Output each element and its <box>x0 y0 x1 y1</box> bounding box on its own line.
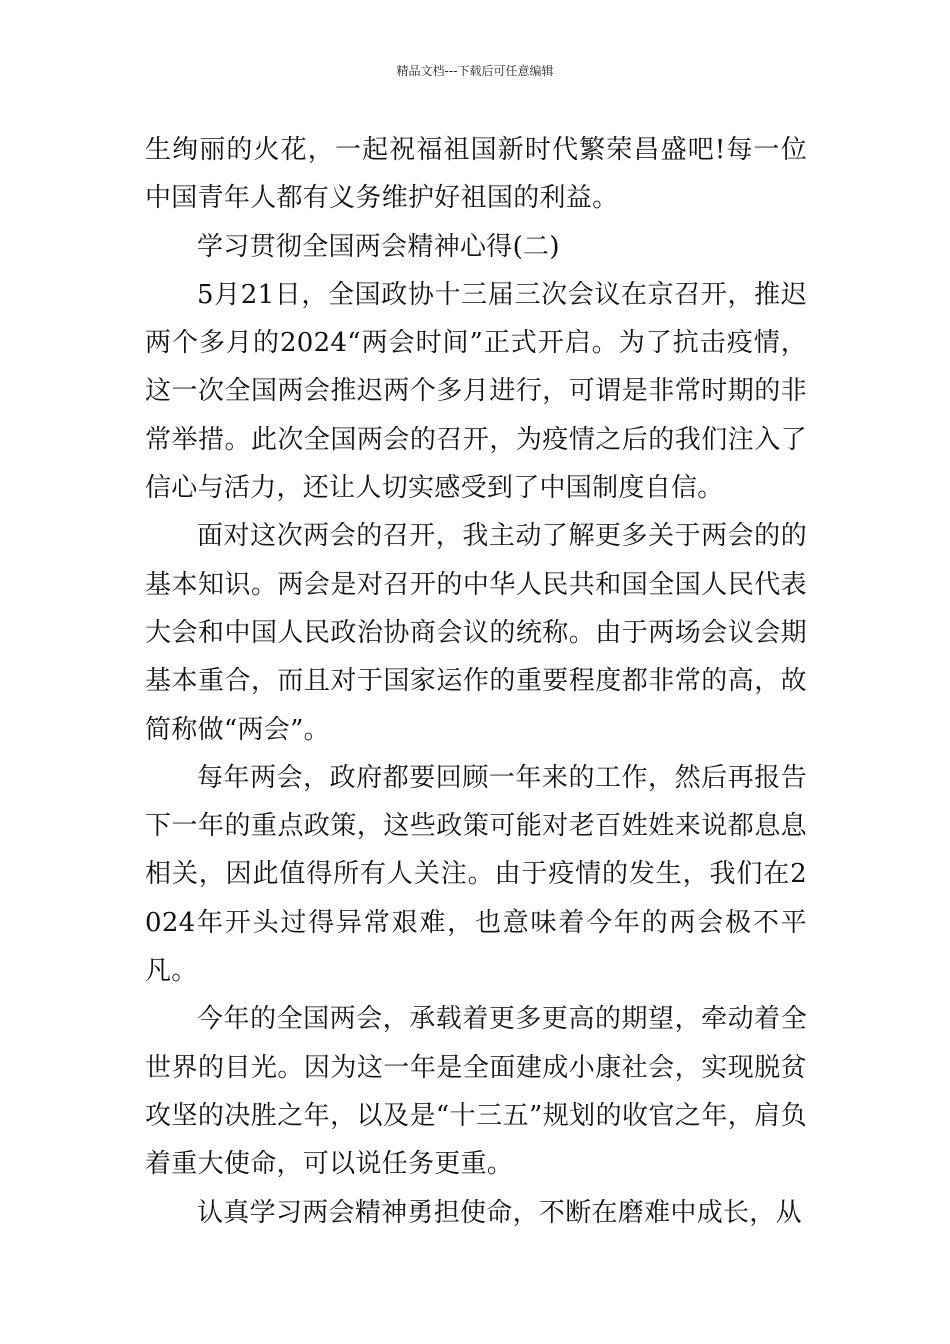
paragraph: 面对这次两会的召开，我主动了解更多关于两会的的基本知识。两会是对召开的中华人民共和国全国人民代表大会和中国人民政治协商会议的统称。由于两场会议会期基本重合，而且对于国家运作的重要程度都非常的高，故简称做“两会”。 <box>145 521 807 745</box>
paragraph: 每年两会，政府都要回顾一年来的工作，然后再报告下一年的重点政策，这些政策可能对老百姓姓来说都息息相关，因此值得所有人关注。由于疫情的发生，我们在2024年开头过得异常艰难，也意味着今年的两会极不平凡。 <box>145 762 807 987</box>
section-heading: 学习贯彻全国两会精神心得(二) <box>197 231 560 262</box>
paragraph: 5月21日，全国政协十三届三次会议在京召开，推迟两个多月的2024“两会时间”正式开启。为了抗击疫情，这一次全国两会推迟两个多月进行，可谓是非常时期的非常举措。此次全国两会的召开，为疫情之后的我们注入了信心与活力，还让人切实感受到了中国制度自信。 <box>145 279 807 504</box>
page-header: 精品文档---下载后可任意编辑 <box>396 64 554 78</box>
document-body <box>145 126 807 1237</box>
paragraph: 认真学习两会精神勇担使命，不断在磨难中成长，从 <box>197 1197 802 1228</box>
paragraph: 今年的全国两会，承载着更多更高的期望，牵动着全世界的目光。因为这一年是全面建成小康社会，实现脱贫攻坚的决胜之年，以及是“十三五”规划的收官之年，肩负着重大使命，可以说任务更重。 <box>145 1004 807 1180</box>
paragraph-continuation: 生绚丽的火花，一起祝福祖国新时代繁荣昌盛吧!每一位中国青年人都有义务维护好祖国的利益。 <box>145 135 807 214</box>
